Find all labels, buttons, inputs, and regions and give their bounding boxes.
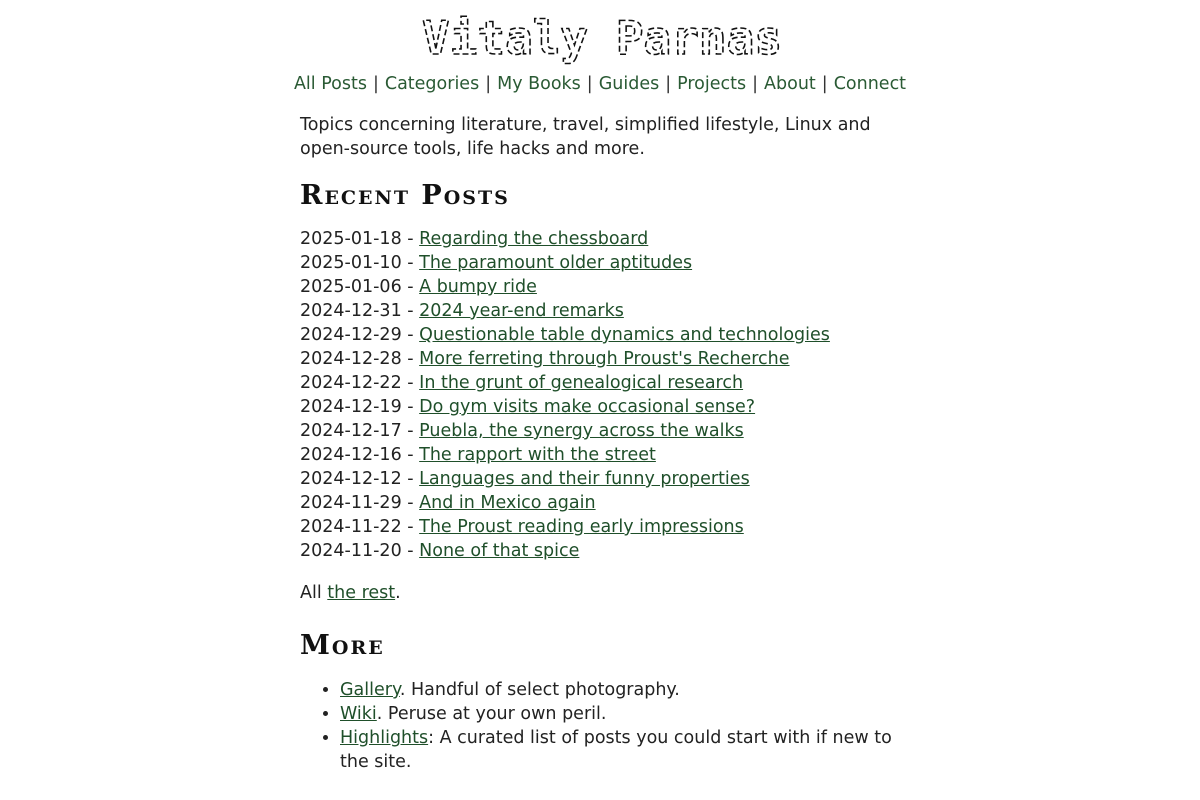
more-item	[340, 726, 900, 774]
recent-posts-heading: Recent Posts	[300, 180, 510, 211]
post-link[interactable]: More ferreting through Proust's Recherche	[419, 349, 790, 369]
post-date: 2024-12-31	[300, 301, 402, 321]
nav-separator: |	[485, 74, 492, 94]
post-date: 2024-12-22	[300, 373, 402, 393]
main-nav	[0, 72, 1200, 96]
rest-suffix: .	[395, 583, 401, 603]
nav-separator: |	[372, 74, 379, 94]
post-dash: -	[401, 229, 420, 249]
post-row	[300, 515, 900, 539]
post-link[interactable]: Regarding the chessboard	[419, 229, 649, 249]
post-row	[300, 419, 900, 443]
post-row	[300, 443, 900, 467]
post-dash: -	[401, 493, 420, 513]
post-date: 2024-11-22	[300, 517, 402, 537]
nav-link-guides[interactable]: Guides	[598, 74, 660, 94]
nav-link-connect[interactable]: Connect	[833, 74, 907, 94]
rest-prefix: All	[300, 583, 322, 603]
rest-link[interactable]: the rest	[327, 583, 396, 603]
post-row	[300, 539, 900, 563]
post-link[interactable]: In the grunt of genealogical research	[419, 373, 744, 393]
more-list	[300, 678, 900, 774]
more-item-link[interactable]: Wiki	[340, 704, 377, 724]
post-row	[300, 371, 900, 395]
post-dash: -	[401, 517, 420, 537]
post-row	[300, 467, 900, 491]
post-link[interactable]: A bumpy ride	[419, 277, 537, 297]
post-row	[300, 251, 900, 275]
site-logo[interactable]	[410, 14, 795, 72]
post-dash: -	[401, 253, 420, 273]
nav-link-about[interactable]: About	[764, 74, 816, 94]
post-link[interactable]: The Proust reading early impressions	[419, 517, 744, 537]
more-item-link[interactable]: Highlights	[340, 728, 429, 748]
post-link[interactable]: The paramount older aptitudes	[419, 253, 693, 273]
post-date: 2024-11-20	[300, 541, 402, 561]
post-row	[300, 347, 900, 371]
post-dash: -	[401, 397, 420, 417]
nav-separator: |	[821, 74, 828, 94]
post-dash: -	[401, 325, 420, 345]
post-row	[300, 395, 900, 419]
more-item	[340, 702, 900, 726]
post-date: 2024-11-29	[300, 493, 402, 513]
nav-link-my-books[interactable]: My Books	[497, 74, 581, 94]
post-link[interactable]: The rapport with the street	[419, 445, 656, 465]
post-row	[300, 491, 900, 515]
more-item	[340, 678, 900, 702]
post-dash: -	[401, 349, 420, 369]
post-row	[300, 227, 900, 251]
post-date: 2025-01-06	[300, 277, 402, 297]
nav-separator: |	[665, 74, 672, 94]
more-item-link[interactable]: Gallery	[340, 680, 400, 700]
rest-line	[300, 581, 900, 605]
post-row	[300, 275, 900, 299]
more-heading: More	[300, 630, 385, 661]
post-row	[300, 323, 900, 347]
post-dash: -	[401, 421, 420, 441]
post-dash: -	[401, 301, 420, 321]
post-dash: -	[401, 469, 420, 489]
more-item-text: : A curated list of posts you could start with if new to the site.	[340, 728, 892, 772]
nav-link-projects[interactable]: Projects	[677, 74, 747, 94]
post-link[interactable]: Puebla, the synergy across the walks	[419, 421, 744, 441]
post-date: 2024-12-12	[300, 469, 402, 489]
post-link[interactable]: None of that spice	[419, 541, 580, 561]
post-date: 2024-12-19	[300, 397, 402, 417]
post-dash: -	[401, 445, 420, 465]
nav-link-all-posts[interactable]: All Posts	[293, 74, 367, 94]
post-date: 2025-01-18	[300, 229, 402, 249]
site-logo-text: Vitaly Parnas	[421, 14, 783, 65]
post-date: 2024-12-17	[300, 421, 402, 441]
post-link[interactable]: Do gym visits make occasional sense?	[419, 397, 756, 417]
post-row	[300, 299, 900, 323]
main-content	[300, 113, 900, 774]
nav-separator: |	[752, 74, 759, 94]
post-dash: -	[401, 541, 420, 561]
nav-link-categories[interactable]: Categories	[384, 74, 480, 94]
post-date: 2024-12-16	[300, 445, 402, 465]
more-item-text: . Peruse at your own peril.	[376, 704, 607, 724]
post-dash: -	[401, 373, 420, 393]
intro-text: Topics concerning literature, travel, simplified lifestyle, Linux and open-source tools, life hacks and more.	[300, 115, 871, 159]
post-link[interactable]: 2024 year-end remarks	[419, 301, 624, 321]
post-date: 2025-01-10	[300, 253, 402, 273]
post-list	[300, 227, 900, 563]
post-dash: -	[401, 277, 420, 297]
post-link[interactable]: Languages and their funny properties	[419, 469, 750, 489]
post-link[interactable]: Questionable table dynamics and technologies	[419, 325, 830, 345]
nav-separator: |	[586, 74, 593, 94]
post-link[interactable]: And in Mexico again	[419, 493, 596, 513]
more-item-text: . Handful of select photography.	[399, 680, 680, 700]
post-date: 2024-12-28	[300, 349, 402, 369]
post-date: 2024-12-29	[300, 325, 402, 345]
